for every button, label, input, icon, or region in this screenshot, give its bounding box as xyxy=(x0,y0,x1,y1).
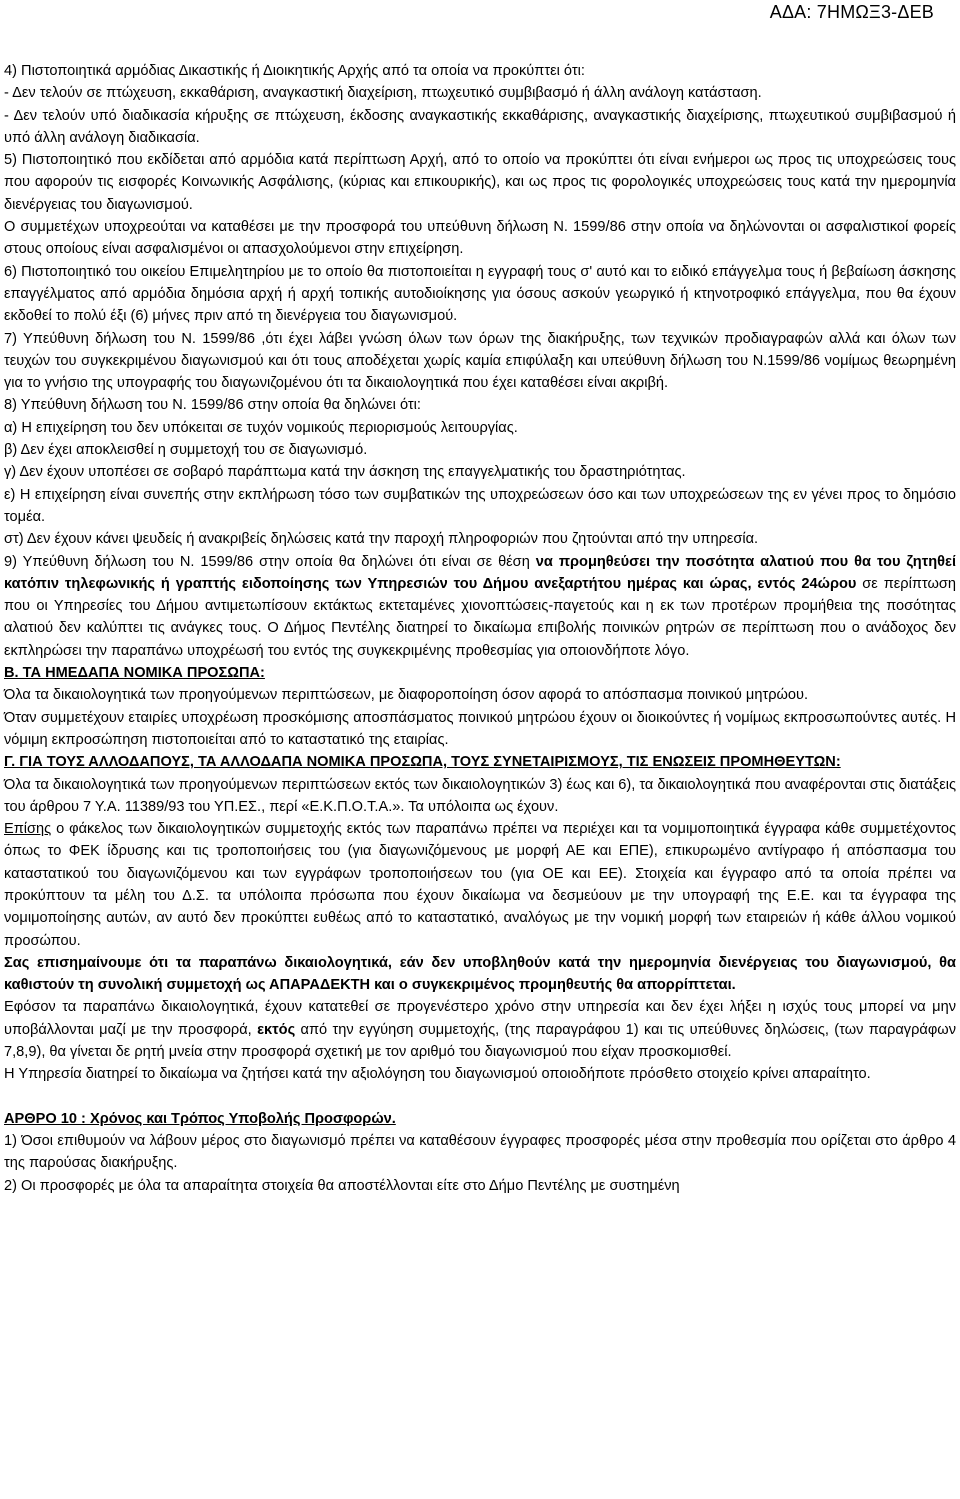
item4-title: 4) Πιστοποιητικά αρμόδιας Δικαστικής ή Διοικητικής Αρχής από τα οποία να προκύπτει ότι: xyxy=(4,63,585,79)
item9-text-2: σε περίπτωση που οι Υπηρεσίες του Δήμου αντιμετωπίσουν εκτάκτως εκτεταμένες χιονοπτώσεις-παγετούς και η εκ των προτέρων προμήθεια της ποσότητας αλατιού δεν καλύπτει τις ανάγκες τους. Ο Δήμος Πεντέλης διατηρεί το δικαίωμα επιβολής ποινικών ρητρών σε περίπτωση που ο ανάδοχος δεν εκπληρώσει την παραπάνω υποχρέωσή του εντός της συγκεκριμένης προθεσμίας για οποιονδήποτε λόγο. xyxy=(4,575,956,659)
spacer xyxy=(4,1086,956,1108)
item4-clause-1: - Δεν τελούν σε πτώχευση, εκκαθάριση, αναγκαστική διαχείριση, πτωχευτικό συμβιβασμό ή άλλη ανάλογη κατάσταση. xyxy=(4,85,762,102)
item9-bold-text: να προμηθεύσει την ποσότητα αλατιού που θα του ζητηθεί κατόπιν τηλεφωνικής ή γραπτής ειδοποίησης των Υπηρεσιών του Δήμου ανεξαρτήτου ημέρας και ώρας, εντός 24ώρου xyxy=(4,553,957,592)
item8-e: ε) Η επιχείρηση είναι συνεπής στην εκπλήρωση τόσο των συμβατικών της υποχρεώσεων όσο και των υποχρεώσεων της εν γένει προς το δημόσιο τομέα. xyxy=(4,486,956,525)
section-c-p2-label: Επίσης xyxy=(4,821,52,838)
section-c-p3 xyxy=(4,996,956,1063)
section-c-heading: Γ. ΓΙΑ ΤΟΥΣ ΑΛΛΟΔΑΠΟΥΣ, ΤΑ ΑΛΛΟΔΑΠΑ ΝΟΜΙΚΑ ΠΡΟΣΩΠΑ, ΤΟΥΣ ΣΥΝΕΤΑΙΡΙΣΜΟΥΣ, ΤΙΣ ΕΝΩΣΕΙΣ ΠΡΟΜΗΘΕΥΤΩΝ: xyxy=(4,754,841,771)
section-c-p3-b: από την εγγύηση συμμετοχής, (της παραγράφου 1) και τις υπεύθυνες δηλώσεις, (των παραγράφων 7,8,9), θα γίνεται δε ρητή μνεία στην προσφορά σχετική με τον αριθμό του διαγωνισμού που είχαν προσκομισθεί. xyxy=(4,1021,956,1061)
ada-code: ΑΔΑ: 7ΗΜΩΞ3-ΔΕΒ xyxy=(769,2,934,22)
item8-b: β) Δεν έχει αποκλεισθεί η συμμετοχή του σε διαγωνισμό. xyxy=(4,442,368,459)
section-c-p2-text: ο φάκελος των δικαιολογητικών συμμετοχής εκτός των παραπάνω πρέπει να περιέχει και τα νομιμοποιητικά έγγραφα κάθε συμμετέχοντος όπως το ΦΕΚ ίδρυσης και τις τροποποιήσεις του (για διαγωνιζόμενους με μορφή ΑΕ και ΕΠΕ), επικυρωμένο αντίγραφο ή απόσπασμα του καταστατικού του διαγωνιζόμενου και των εγγράφων τροποποιήσεων του (για ΟΕ και ΕΕ). Στοιχεία και έγγραφο από τα οποία πρέπει να προκύπτουν τα μέλη του Δ.Σ. τα υπόλοιπα πρόσωπα που έχουν δικαίωμα να δεσμεύουν με την υπογραφή της Ε.Ε. και τα έγγραφα της νομιμοποίησης αυτών, αν αυτό δεν προκύπτει ευθέως από το καταστατικό, αναλόγως με την νομική μορφή των εταιρειών ή κάθε άλλου νομικού προσώπου. xyxy=(4,821,956,949)
section-b-heading: Β. ΤΑ ΗΜΕΔΑΠΑ ΝΟΜΙΚΑ ΠΡΟΣΩΠΑ: xyxy=(4,665,265,682)
item9-paragraph xyxy=(4,551,956,662)
item7-paragraph: 7) Υπεύθυνη δήλωση του Ν. 1599/86 ,ότι έχει λάβει γνώση όλων των όρων της διακήρυξης, των τεχνικών προδιαγραφών αλλά και όλων των τευχών του συγκεκριμένου διαγωνισμού και ότι τους αποδέχεται χωρίς καμία επιφύλαξη και υπεύθυνη δήλωση του Ν.1599/86 νομίμως θεωρημένη για το γνήσιο της υπογραφής του διαγωνιζομένου ότι τα δικαιολογητικά που έχει καταθέσει είναι ακριβή. xyxy=(4,330,956,392)
item9-text-1: 9) Υπεύθυνη δήλωση του Ν. 1599/86 στην οποία θα δηλώνει ότι είναι σε θέση xyxy=(4,553,536,570)
section-c-p3-bold: εκτός xyxy=(257,1021,296,1038)
section-c-p3-a: Εφόσον τα παραπάνω δικαιολογητικά, έχουν κατατεθεί σε προγενέστερο χρόνο στην υπηρεσία και δεν έχει λήξει η ισχύς τους μπορεί να μην υποβάλλονται μαζί με την προσφορά, xyxy=(4,999,956,1038)
section-b-p1: Όλα τα δικαιολογητικά των προηγούμενων περιπτώσεων, με διαφοροποίηση όσον αφορά το απόσπασμα ποινικού μητρώου. xyxy=(4,687,809,704)
section-c-warning: Σας επισημαίνουμε ότι τα παραπάνω δικαιολογητικά, εάν δεν υποβληθούν κατά την ημερομηνία διενέργειας του διαγωνισμού, θα καθιστούν τη συνολική συμμετοχή ως ΑΠΑΡΑΔΕΚΤΗ και ο συγκεκριμένος προμηθευτής θα απορρίπτεται. xyxy=(4,954,956,994)
item8-a: α) Η επιχείρηση του δεν υπόκειται σε τυχόν νομικούς περιορισμούς λειτουργίας. xyxy=(4,419,518,436)
article10-heading: ΑΡΘΡΟ 10 : Χρόνος και Τρόπος Υποβολής Προσφορών. xyxy=(4,1110,396,1127)
section-b-p2: Όταν συμμετέχουν εταιρίες υποχρέωση προσκόμισης αποσπάσματος ποινικού μητρώου έχουν οι διοικούντες ή νομίμως εκπροσωπούντες αυτές. Η νόμιμη εκπροσώπηση πιστοποιείται από το καταστατικό της εταιρίας. xyxy=(4,709,956,748)
article10-p1: 1) Όσοι επιθυμούν να λάβουν μέρος στο διαγωνισμό πρέπει να καταθέσουν έγγραφες προσφορές μέσα στην προθεσμία που ορίζεται στο άρθρο 4 της παρούσας διακήρυξης. xyxy=(4,1132,956,1172)
item8-st: στ) Δεν έχουν κάνει ψευδείς ή ανακριβείς δηλώσεις κατά την παροχή πληροφοριών που ζητούνται από την υπηρεσία. xyxy=(4,531,759,548)
item8-c: γ) Δεν έχουν υποπέσει σε σοβαρό παράπτωμα κατά την άσκηση της επαγγελματικής του δραστηριότητας. xyxy=(4,464,686,481)
section-c-p1: Όλα τα δικαιολογητικά των προηγούμενων περιπτώσεων εκτός των δικαιολογητικών 3) έως και 6), τα δικαιολογητικά που αναφέρονται στις διατάξεις του άρθρου 7 Υ.Α. 11389/93 του ΥΠ.ΕΣ., περί «Ε.Κ.Π.Ο.Τ.Α.». Τα υπόλοιπα ως έχουν. xyxy=(4,776,956,815)
item5-note: Ο συμμετέχων υποχρεούται να καταθέσει με την προσφορά του υπεύθυνη δήλωση Ν. 1599/86 στην οποία να δηλώνονται οι ασφαλιστικοί φορείς στους οποίους είναι ασφαλισμένοι οι απασχολούμενοι στην επιχείρηση. xyxy=(4,219,956,258)
article10-p2: 2) Οι προσφορές με όλα τα απαραίτητα στοιχεία θα αποστέλλονται είτε στο Δήμο Πεντέλης με συστημένη xyxy=(4,1177,680,1194)
item4-clause-2: - Δεν τελούν υπό διαδικασία κήρυξης σε πτώχευση, έκδοσης αναγκαστικής εκκαθάρισης, αναγκαστικής διαχείρισης, πτωχευτικού συμβιβασμού ή υπό άλλη ανάλογη διαδικασία. xyxy=(4,107,956,146)
item8-intro: 8) Υπεύθυνη δήλωση του Ν. 1599/86 στην οποία θα δηλώνει ότι: xyxy=(4,397,421,414)
item5-paragraph: 5) Πιστοποιητικό που εκδίδεται από αρμόδια κατά περίπτωση Αρχή, από το οποίο να προκύπτει ότι είναι ενήμεροι ως προς τις υποχρεώσεις τους που αφορούν τις εισφορές Κοινωνικής Ασφάλισης, (κύριας και επικουρικής), και ως προς τις φορολογικές υποχρεώσεις τους κατά την ημερομηνία διενέργειας του διαγωνισμού. xyxy=(4,152,956,213)
document-body xyxy=(4,60,956,1197)
section-c-p2 xyxy=(4,818,956,952)
item6-paragraph: 6) Πιστοποιητικό του οικείου Επιμελητηρίου με το οποίο θα πιστοποιείται η εγγραφή τους σ' αυτό και το ειδικό επάγγελμα τους ή βεβαίωση άσκησης επαγγέλματος από αρμόδια δημόσια αρχή ή αρχή τοπικής αυτοδιοίκησης για όσους ασκούν γεωργικό ή κτηνοτροφικό επάγγελμα, που θα έχουν εκδοθεί το πολύ έξι (6) μήνες πριν από τη διενέργεια του διαγωνισμού. xyxy=(4,263,956,325)
section-c-p4: Η Υπηρεσία διατηρεί το δικαίωμα να ζητήσει κατά την αξιολόγηση του διαγωνισμού οποιοδήποτε πρόσθετο στοιχείο κρίνει απαραίτητο. xyxy=(4,1066,871,1083)
